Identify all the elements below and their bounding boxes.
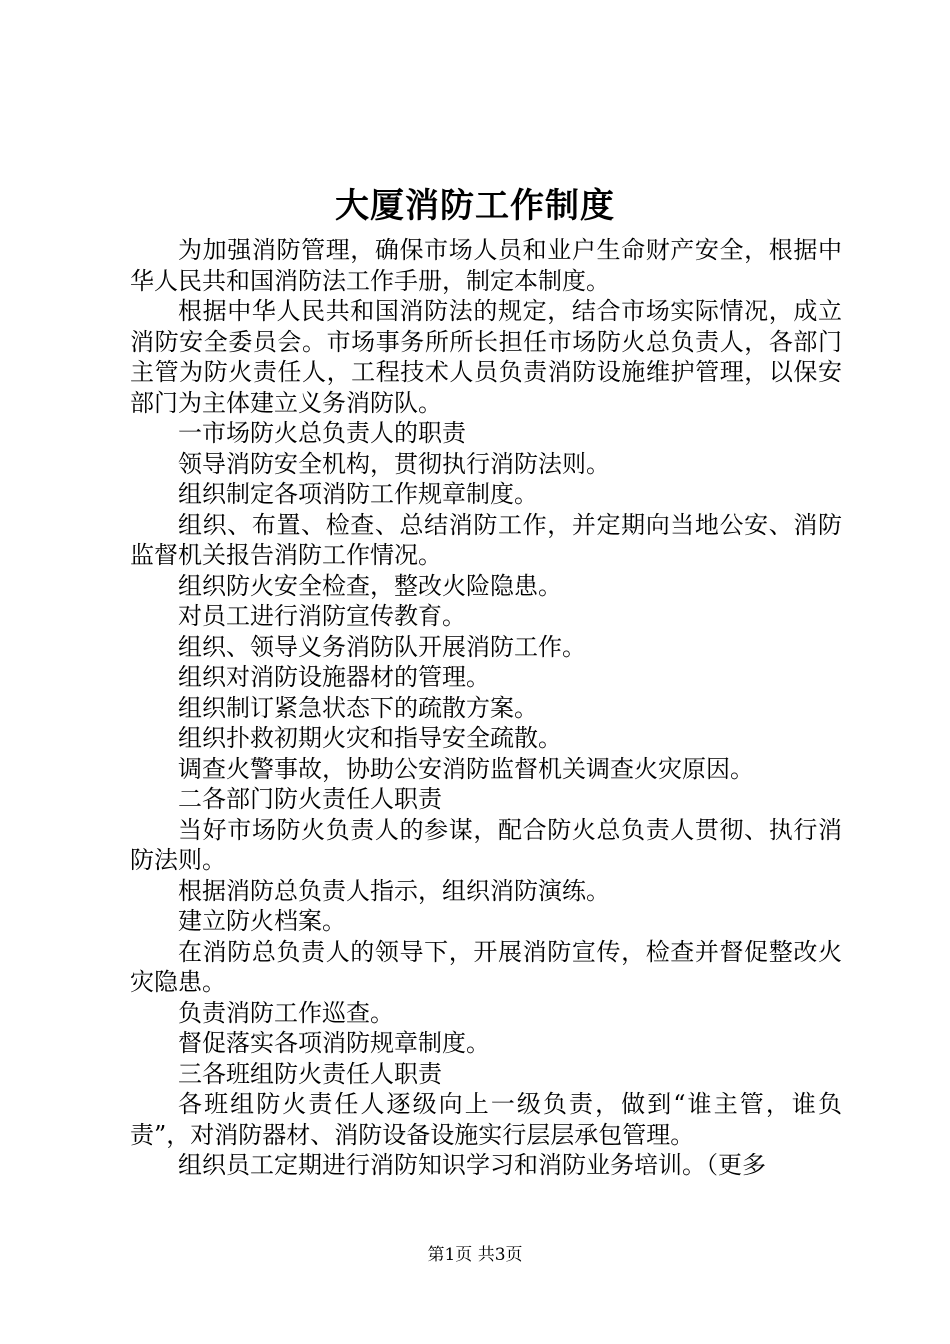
paragraph: 组织制定各项消防工作规章制度。 (178, 480, 538, 508)
paragraph: 领导消防安全机构，贯彻执行消防法则。 (178, 449, 610, 478)
paragraph: 调查火警事故，协助公安消防监督机关调查火灾原因。 (178, 754, 754, 783)
paragraph: 组织、领导义务消防队开展消防工作。 (178, 632, 586, 661)
paragraph: 根据中华人民共和国消防法的规定，结合市场实际情况，成立消防安全委员会。市场事务所所长担任市场防火总负责人，各部门主管为防火责任人，工程技术人员负责消防设施维护管理，以保安部门为主体建立义务消防队。 (130, 297, 842, 417)
paragraph: 在消防总负责人的领导下，开展消防宣传，检查并督促整改火灾隐患。 (130, 937, 842, 996)
paragraph: 组织防火安全检查，整改火险隐患。 (178, 571, 562, 600)
paragraph: 负责消防工作巡查。 (178, 998, 394, 1027)
paragraph: 组织员工定期进行消防知识学习和消防业务培训。（更多 (178, 1151, 766, 1179)
paragraph: 当好市场防火负责人的参谋，配合防火总负责人贯彻、执行消防法则。 (130, 815, 842, 874)
page-footer: 第1页 共3页 (427, 1245, 523, 1265)
paragraph: 组织制订紧急状态下的疏散方案。 (178, 693, 538, 722)
paragraph: 组织对消防设施器材的管理。 (178, 663, 490, 691)
paragraph: 组织扑救初期火灾和指导安全疏散。 (178, 724, 562, 752)
paragraph: 建立防火档案。 (178, 907, 346, 935)
document-title: 大厦消防工作制度 (335, 186, 615, 226)
section-heading: 二各部门防火责任人职责 (178, 785, 442, 813)
paragraph: 各班组防火责任人逐级向上一级负责，做到“谁主管，谁负责”，对消防器材、消防设备设施实行层层承包管理。 (130, 1090, 842, 1149)
section-heading: 三各班组防火责任人职责 (178, 1059, 442, 1088)
section-heading: 一市场防火总负责人的职责 (178, 419, 466, 447)
document-body (130, 235, 842, 1181)
paragraph: 组织、布置、检查、总结消防工作，并定期向当地公安、消防监督机关报告消防工作情况。 (130, 510, 842, 569)
paragraph: 对员工进行消防宣传教育。 (178, 602, 466, 630)
paragraph: 督促落实各项消防规章制度。 (178, 1029, 490, 1057)
paragraph: 根据消防总负责人指示，组织消防演练。 (178, 876, 610, 905)
paragraph: 为加强消防管理，确保市场人员和业户生命财产安全，根据中华人民共和国消防法工作手册，制定本制度。 (130, 236, 842, 295)
